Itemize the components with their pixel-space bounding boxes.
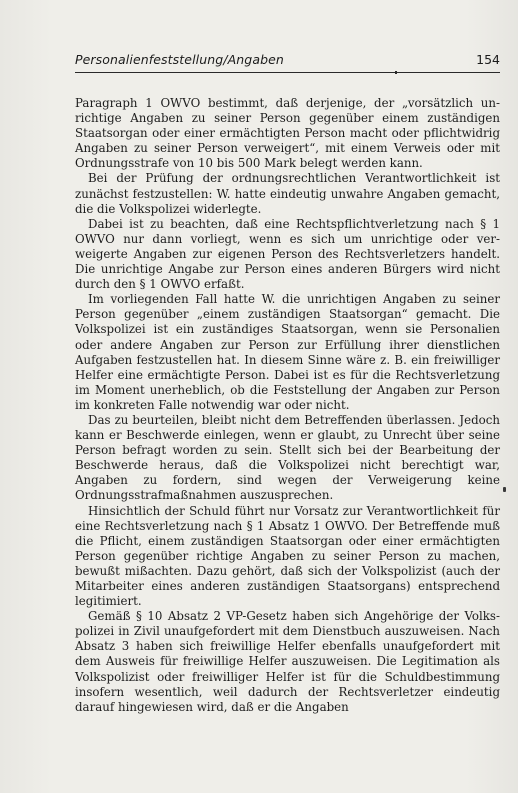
paragraph: Paragraph 1 OWVO bestimmt, daß derjenige, der „vorsätzlich unrichtige Angaben zu seiner Person gegenüber einem zuständigen Staatsorgan oder einer ermächtigten Person macht oder pflichtwidrig Angaben zu seiner Person verweigert“, mit einem Verweis oder mit Ordnungsstrafe von 10 bis 500 Mark belegt werden kann. <box>75 96 500 171</box>
paragraph: Gemäß § 10 Absatz 2 VP-Gesetz haben sich Angehörige der Volkspolizei in Zivil unaufgefordert mit dem Dienstbuch auszuweisen. Nach Absatz 3 haben sich freiwillige Helfer ebenfalls unaufgefordert mit dem Ausweis für freiwillige Helfer auszuweisen. Die Legitimation als Volkspolizist oder freiwilliger Helfer ist für die Schuldbestimmung insofern wesentlich, weil dadurch der Rechtsverletzer eindeutig darauf hingewiesen wird, daß er die Angaben <box>75 609 500 714</box>
paragraph: Hinsichtlich der Schuld führt nur Vorsatz zur Verantwortlichkeit für eine Rechtsverletzung nach § 1 Absatz 1 OWVO. Der Betreffende muß die Pflicht, einem zuständigen Staatsorgan oder einer ermächtigten Person gegenüber richtige Angaben zu seiner Person zu machen, bewußt mißachten. Dazu gehört, daß sich der Volkspolizist (auch der Mitarbeiter eines anderen zuständigen Staatsorgans) entsprechend legitimiert. <box>75 503 500 609</box>
header-rule <box>75 72 500 73</box>
paragraph: Im vorliegenden Fall hatte W. die unrichtigen Angaben zu seiner Person gegenüber „einem zuständigen Staatsorgan“ gemacht. Die Volkspolizei ist ein zuständiges Staatsorgan, wenn sie Personalien oder andere Angaben zur Person zur Erfüllung ihrer dienstlichen Aufgaben festzustellen hat. In diesem Sinne wäre z. B. ein freiwilliger Helfer eine ermächtigte Person. Dabei ist es für die Rechtsverletzung im Moment unerheblich, ob die Feststellung der Angaben zur Person im konkreten Falle notwendig war oder nicht. <box>75 292 500 412</box>
body-text <box>75 96 500 715</box>
running-head <box>75 52 500 70</box>
print-mark <box>395 71 397 74</box>
paragraph: Dabei ist zu beachten, daß eine Rechtspflichtverletzung nach § 1 OWVO nur dann vorliegt, wenn es sich um unrichtige oder verweigerte Angaben zur eigenen Person des Rechtsverletzers handelt. Die unrichtige Angabe zur Person eines anderen Bürgers wird nicht durch den § 1 OWVO erfaßt. <box>75 216 500 292</box>
margin-speck <box>503 487 506 492</box>
paragraph: Bei der Prüfung der ordnungsrechtlichen Verantwortlichkeit ist zunächst festzustellen: W. hatte eindeutig unwahre Angaben gemacht, die die Volkspolizei widerlegte. <box>75 171 500 216</box>
page-number: 154 <box>476 52 500 67</box>
running-head-title: Personalienfeststellung/Angaben <box>75 52 284 67</box>
paragraph: Das zu beurteilen, bleibt nicht dem Betreffenden überlassen. Jedoch kann er Beschwerde einlegen, wenn er glaubt, zu Unrecht über seine Person befragt worden zu sein. Stellt sich bei der Bearbeitung der Beschwerde heraus, daß die Volkspolizei nicht berechtigt war, Angaben zu fordern, sind wegen der Verweigerung keine Ordnungsstrafmaßnahmen auszusprechen. <box>75 412 500 503</box>
